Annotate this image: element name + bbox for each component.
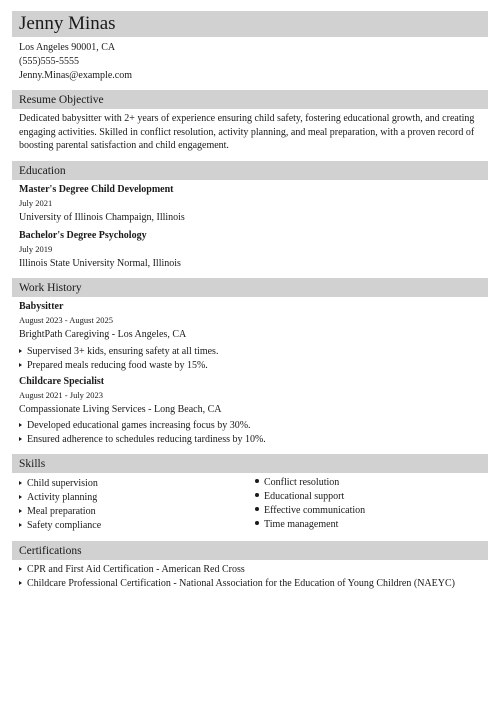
bullet-text: Supervised 3+ kids, ensuring safety at all times. xyxy=(27,346,219,357)
job-dates: August 2023 - August 2025 xyxy=(19,315,113,325)
bullet-dot-icon xyxy=(255,507,259,511)
bullet-arrow-icon xyxy=(19,581,22,585)
education-degree: Master's Degree Child Development xyxy=(19,184,174,195)
job-company: BrightPath Caregiving - Los Angeles, CA xyxy=(19,329,187,340)
section-title: Certifications xyxy=(19,544,82,557)
bullet-text: Ensured adherence to schedules reducing tardiness by 10%. xyxy=(27,434,266,445)
bullet-arrow-icon xyxy=(19,523,22,527)
job-bullet xyxy=(19,433,266,446)
skill-text: Educational support xyxy=(264,491,345,502)
contact-address: Los Angeles 90001, CA xyxy=(19,42,116,53)
education-school: University of Illinois Champaign, Illinois xyxy=(19,212,185,223)
bullet-arrow-icon xyxy=(19,423,22,427)
job-dates: August 2021 - July 2023 xyxy=(19,390,104,400)
skill-item xyxy=(255,518,338,531)
skill-text: Effective communication xyxy=(264,505,366,516)
skill-text: Time management xyxy=(264,519,339,530)
job-bullet xyxy=(19,345,218,358)
objective-text: Dedicated babysitter with 2+ years of experience ensuring child safety, fostering educational growth, and creating engaging activities. Skilled in conflict resolution, activity planning, and meal preparation, with a proven record of boosting parental satisfaction and child engagement. xyxy=(19,113,475,151)
certification-text: Childcare Professional Certification - National Association for the Education of Young Children (NAEYC) xyxy=(27,578,455,589)
job-title: Childcare Specialist xyxy=(19,376,105,387)
bullet-text: Developed educational games increasing focus by 30%. xyxy=(27,420,251,431)
section-header-skills xyxy=(12,454,488,473)
bullet-arrow-icon xyxy=(19,363,22,367)
skill-item xyxy=(19,505,96,518)
education-date: July 2019 xyxy=(19,244,53,254)
skill-item xyxy=(19,491,97,504)
education-degree: Bachelor's Degree Psychology xyxy=(19,230,147,241)
skill-item xyxy=(19,519,101,532)
contact-phone: (555)555-5555 xyxy=(19,56,79,67)
bullet-arrow-icon xyxy=(19,567,22,571)
certification-item xyxy=(19,577,455,590)
skill-text: Activity planning xyxy=(27,492,98,503)
job-company: Compassionate Living Services - Long Beach, CA xyxy=(19,404,222,415)
name-header xyxy=(12,11,488,37)
job-title: Babysitter xyxy=(19,301,64,312)
skill-item xyxy=(255,504,365,517)
bullet-arrow-icon xyxy=(19,509,22,513)
skill-text: Child supervision xyxy=(27,478,98,489)
job-bullet xyxy=(19,359,208,372)
certification-text: CPR and First Aid Certification - American Red Cross xyxy=(27,564,245,575)
skill-text: Conflict resolution xyxy=(264,477,340,488)
skill-item xyxy=(255,490,344,503)
education-school: Illinois State University Normal, Illinois xyxy=(19,258,181,269)
bullet-arrow-icon xyxy=(19,349,22,353)
section-title: Resume Objective xyxy=(19,93,104,106)
bullet-arrow-icon xyxy=(19,437,22,441)
bullet-text: Prepared meals reducing food waste by 15%. xyxy=(27,360,208,371)
skill-item xyxy=(19,477,98,490)
bullet-dot-icon xyxy=(255,479,259,483)
skill-item xyxy=(255,476,339,489)
bullet-dot-icon xyxy=(255,493,259,497)
section-header-certifications xyxy=(12,541,488,560)
section-header-objective xyxy=(12,90,488,109)
candidate-name: Jenny Minas xyxy=(19,13,116,34)
job-bullet xyxy=(19,419,251,432)
education-date: July 2021 xyxy=(19,198,53,208)
skill-text: Meal preparation xyxy=(27,506,96,517)
section-header-education xyxy=(12,161,488,180)
contact-email: Jenny.Minas@example.com xyxy=(19,70,132,81)
section-title: Education xyxy=(19,164,66,177)
certification-item xyxy=(19,563,245,576)
skill-text: Safety compliance xyxy=(27,520,102,531)
bullet-dot-icon xyxy=(255,521,259,525)
bullet-arrow-icon xyxy=(19,495,22,499)
section-title: Skills xyxy=(19,457,46,470)
section-title: Work History xyxy=(19,281,82,294)
section-header-work-history xyxy=(12,278,488,297)
bullet-arrow-icon xyxy=(19,481,22,485)
